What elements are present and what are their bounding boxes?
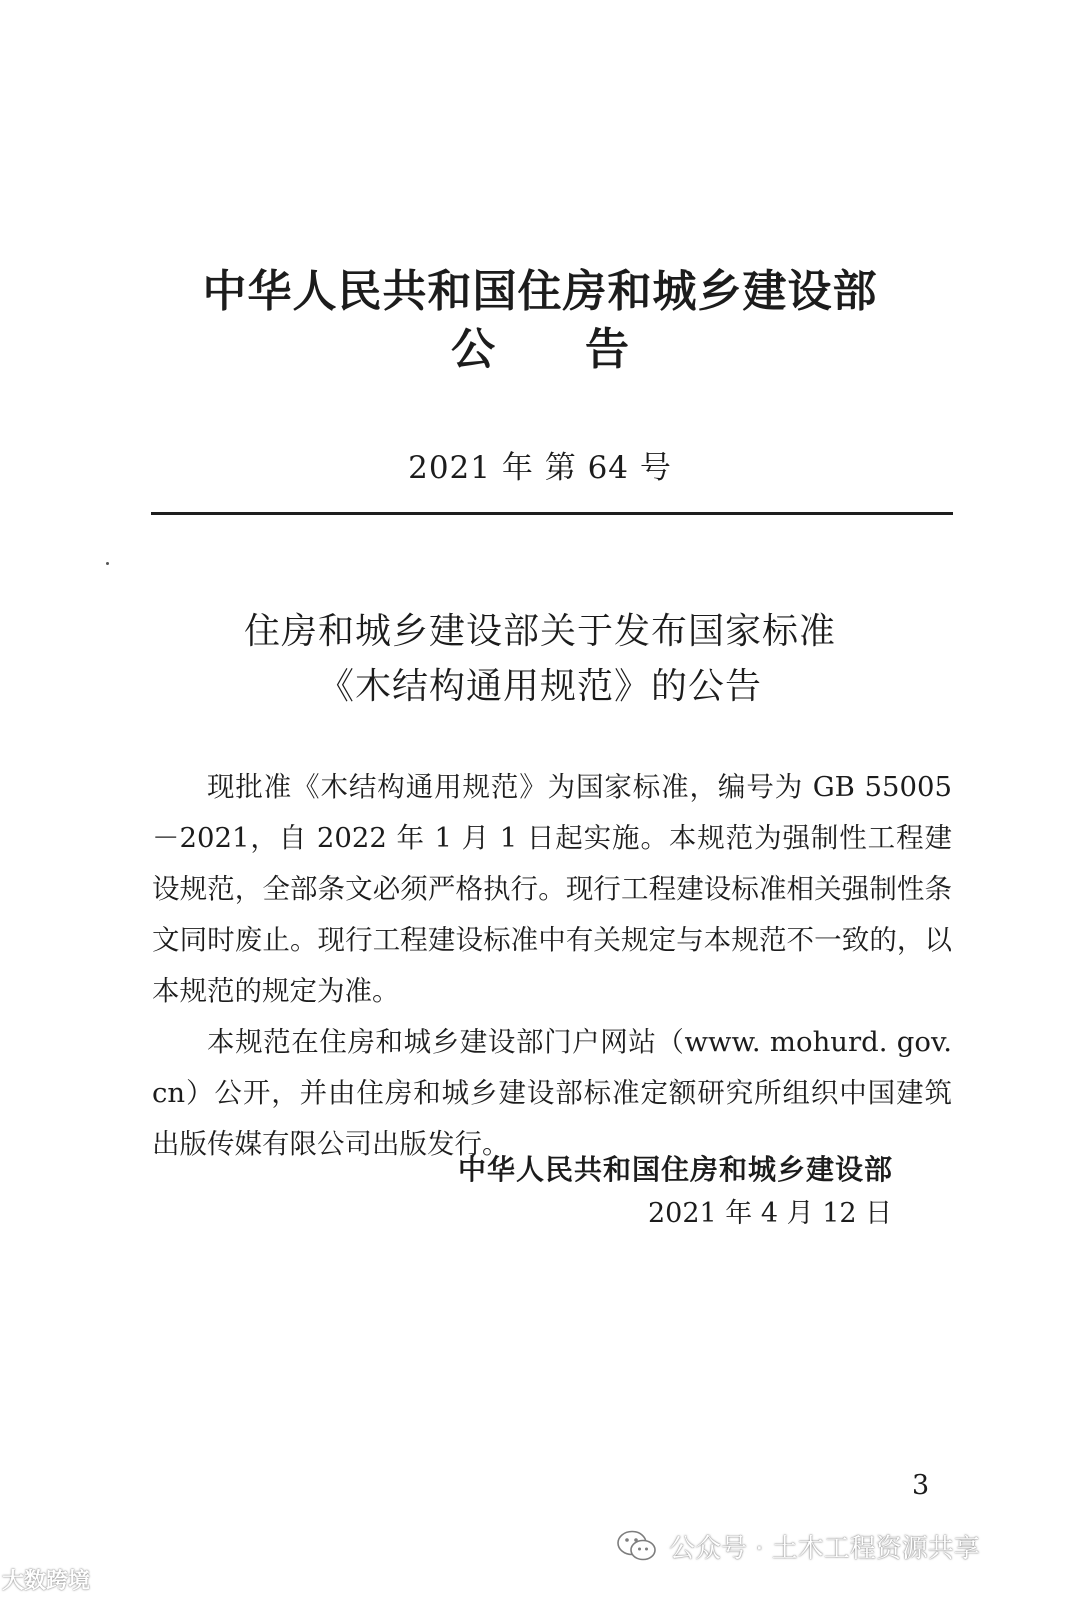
corner-watermark-text: 大数跨境 xyxy=(2,1569,91,1594)
document-number: 2021 年 第 64 号 xyxy=(408,450,672,486)
wechat-watermark-text: 公众号 · 土木工程资源共享 xyxy=(669,1533,980,1564)
wechat-watermark xyxy=(615,1524,980,1568)
wechat-icon xyxy=(615,1528,659,1564)
signature-organization: 中华人民共和国住房和城乡建设部 xyxy=(458,1153,894,1186)
heading-line-1: 住房和城乡建设部关于发布国家标准 xyxy=(243,611,836,652)
announcement-body xyxy=(152,762,952,1170)
announcement-heading xyxy=(0,604,1080,714)
scan-speck xyxy=(106,562,109,565)
corner-watermark xyxy=(2,1568,90,1596)
issuing-organization-title: 中华人民共和国住房和城乡建设部 xyxy=(202,266,878,317)
document-type-label: 公告 xyxy=(451,324,719,375)
header-divider xyxy=(151,512,953,515)
page-number: 3 xyxy=(912,1470,930,1501)
body-paragraph-1: 现批准《木结构通用规范》为国家标准，编号为 GB 55005－2021，自 2022 年 1 月 1 日起实施。本规范为强制性工程建设规范，全部条文必须严格执行。现行工程建设标准相关强制性条文同时废止。现行工程建设标准中有关规定与本规范不一致的，以本规范的规定为准。 xyxy=(152,771,952,1007)
signature-date: 2021 年 4 月 12 日 xyxy=(648,1198,893,1229)
body-paragraph-2: 本规范在住房和城乡建设部门户网站（www. mohurd. gov. cn）公开，并由住房和城乡建设部标准定额研究所组织中国建筑出版传媒有限公司出版发行。 xyxy=(152,1026,952,1160)
heading-line-2: 《木结构通用规范》的公告 xyxy=(317,666,762,707)
